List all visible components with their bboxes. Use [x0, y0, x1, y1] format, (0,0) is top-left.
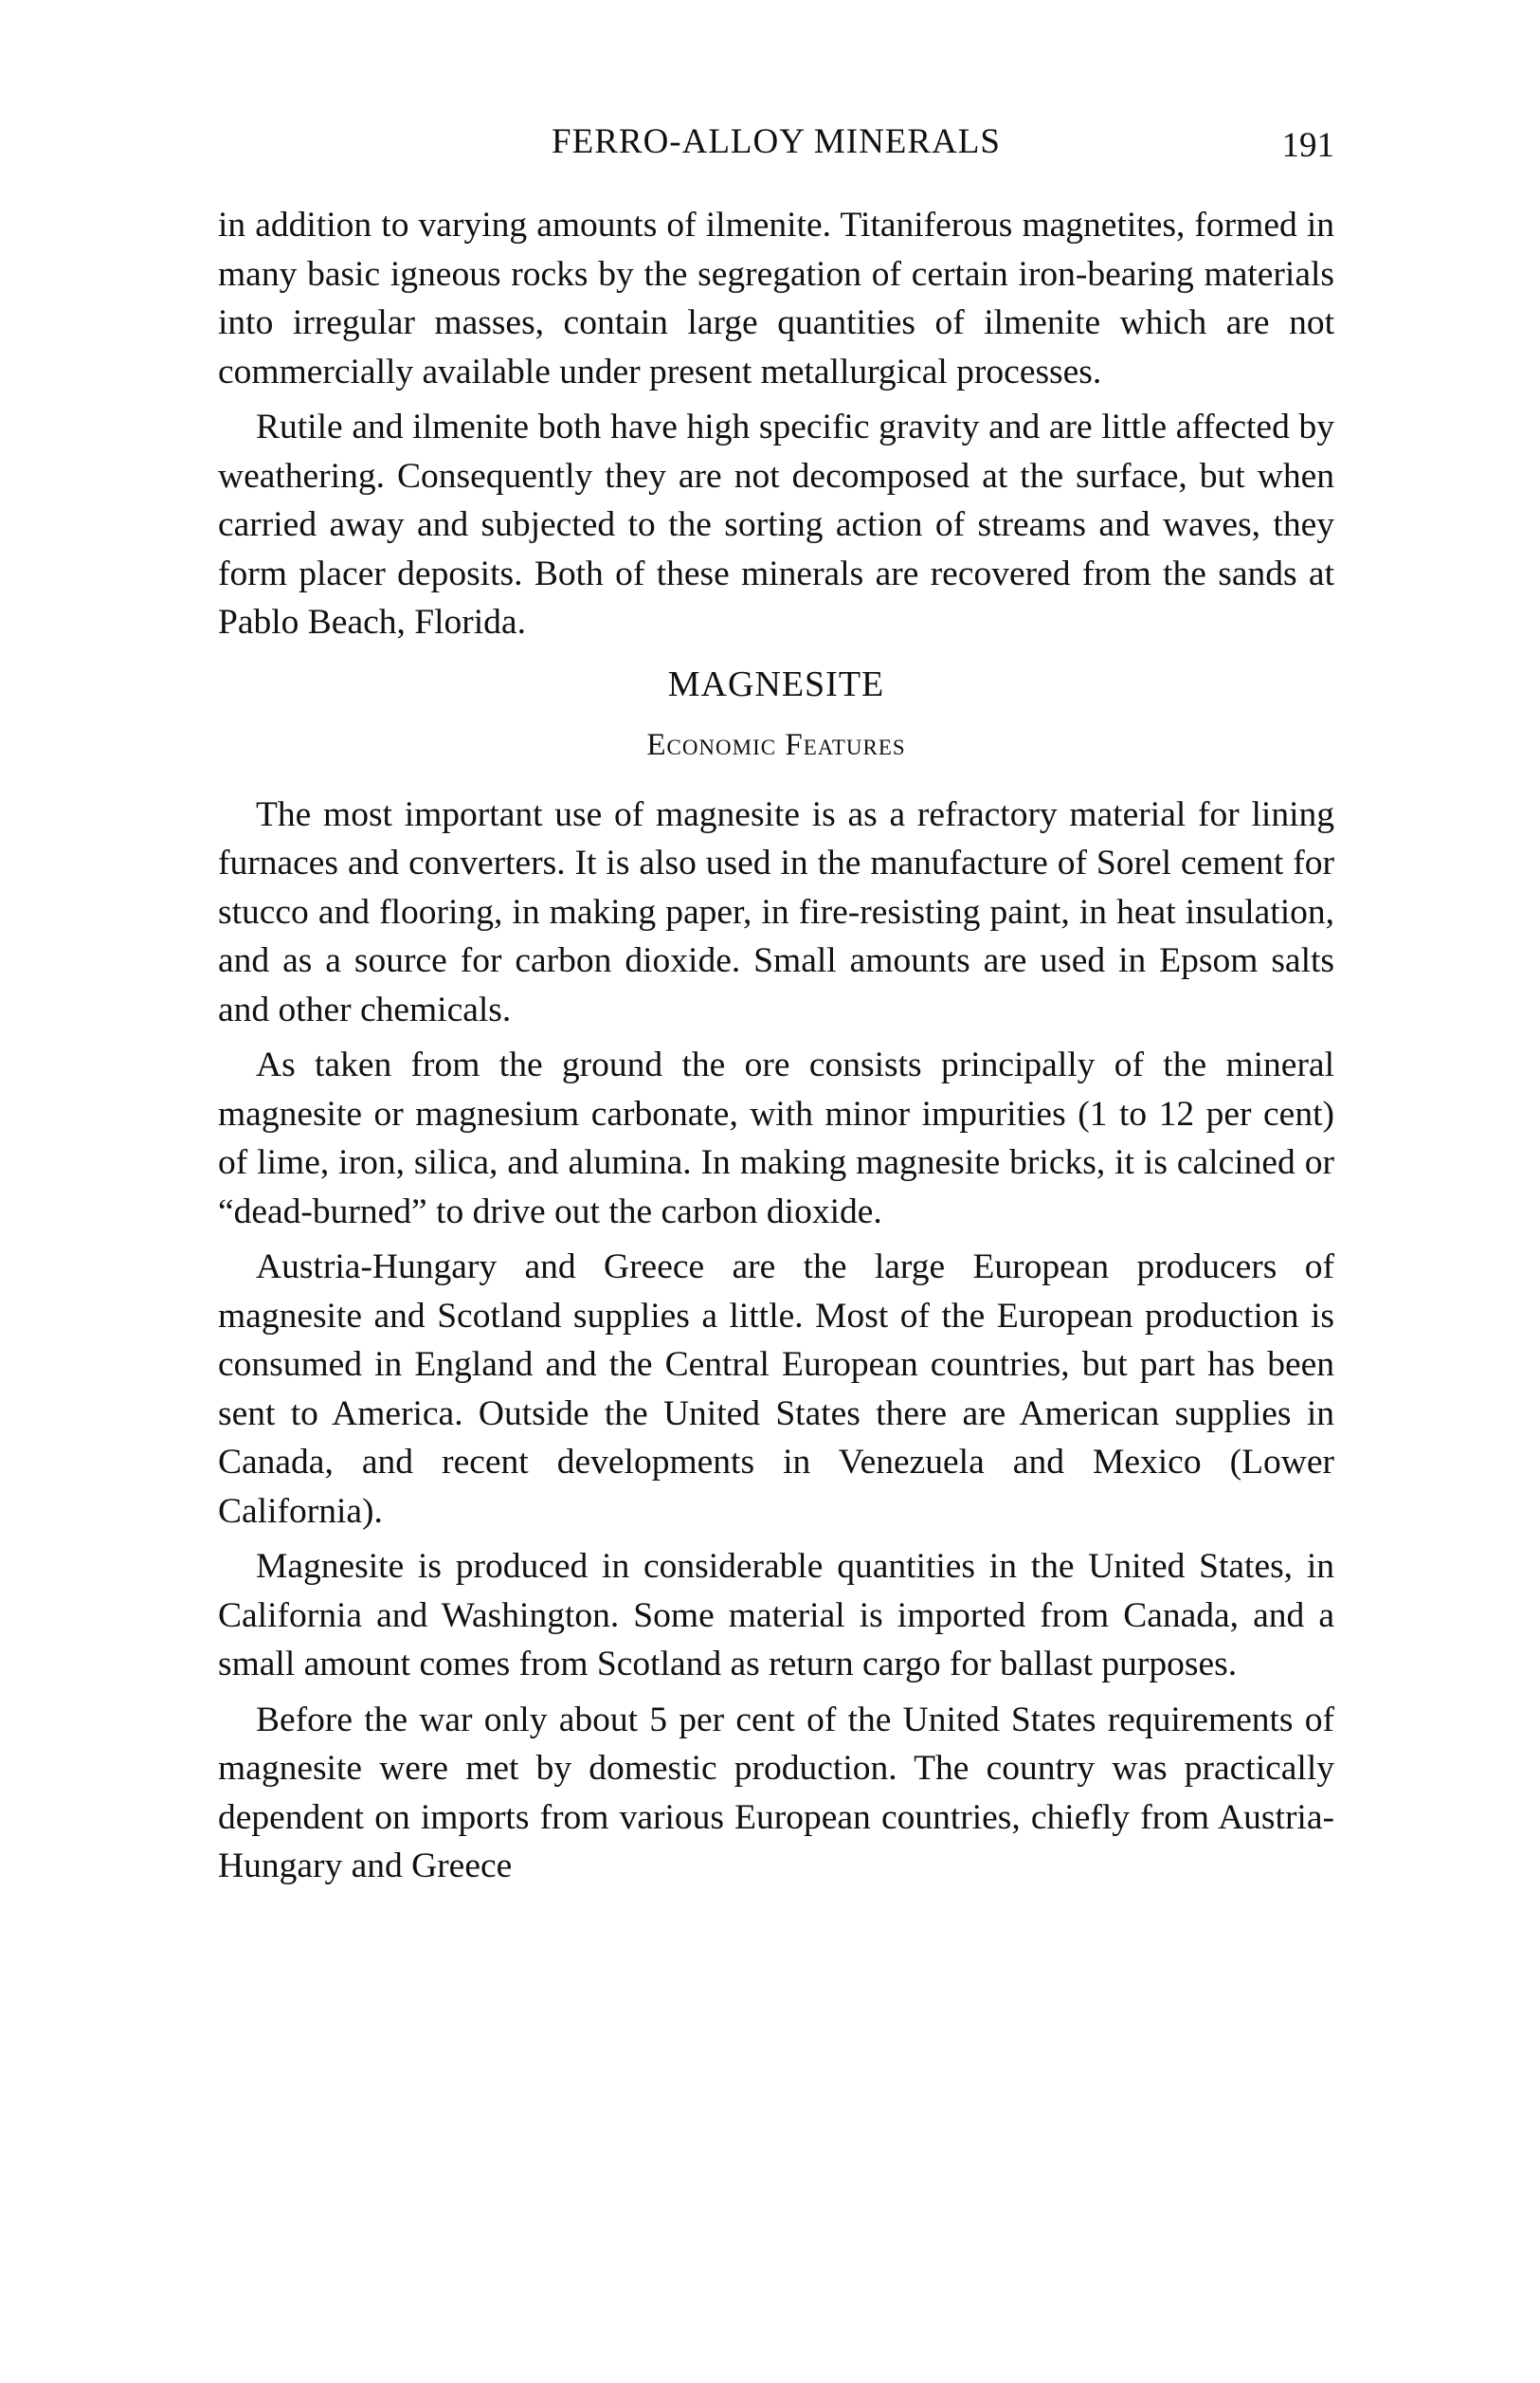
running-head: [218, 121, 1334, 169]
paragraph: Before the war only about 5 per cent of the United States requirements of magnesite were met by domestic production. The country was practically dependent on imports from various European countries, chiefly from Austria-Hungary and Greece: [218, 1700, 1334, 1885]
paragraph: Magnesite is produced in considerable quantities in the United States, in California and Washington. Some material is imported from Canada, and a small amount comes from Scotland as return cargo for ballast purposes.: [218, 1547, 1334, 1683]
paragraph: The most important use of magnesite is as a refractory material for lining furnaces and converters. It is also used in the manufacture of Sorel cement for stucco and flooring, in making paper, in fire-resisting paint, in heat insulation, and as a source for carbon dioxide. Small amounts are used in Epsom salts and other chemicals.: [218, 794, 1334, 1029]
running-title: FERRO-ALLOY MINERALS: [552, 122, 1001, 161]
paragraph: Austria-Hungary and Greece are the large European producers of magnesite and Scotland supplies a little. Most of the European production is consumed in England and the Central European countries, but part has been sent to America. Outside the United States there are American supplies in Canada, and recent developments in Venezuela and Mexico (Lower California).: [218, 1247, 1334, 1531]
paragraph: As taken from the ground the ore consists principally of the mineral magnesite or magnesium carbonate, with minor impurities (1 to 12 per cent) of lime, iron, silica, and alumina. In making magnesite bricks, it is calcined or “dead-burned” to drive out the carbon dioxide.: [218, 1046, 1334, 1231]
section-subtitle: Economic Features: [646, 727, 906, 762]
page-body: [218, 201, 1334, 1898]
paragraph: Rutile and ilmenite both have high specific gravity and are little affected by weathering. Consequently they are not decomposed at the surface, but when carried away and subjected to the sorting action of streams and waves, they form placer deposits. Both of these minerals are recovered from the sands at Pablo Beach, Florida.: [218, 408, 1334, 642]
paragraph-continued: in addition to varying amounts of ilmenite. Titaniferous magnetites, formed in many basic igneous rocks by the segregation of certain iron-bearing materials into irregular masses, contain large quantities of ilmenite which are not commercially available under present metallurgical processes.: [218, 206, 1334, 391]
page-number: 191: [1281, 126, 1334, 165]
section-title: MAGNESITE: [667, 664, 885, 704]
